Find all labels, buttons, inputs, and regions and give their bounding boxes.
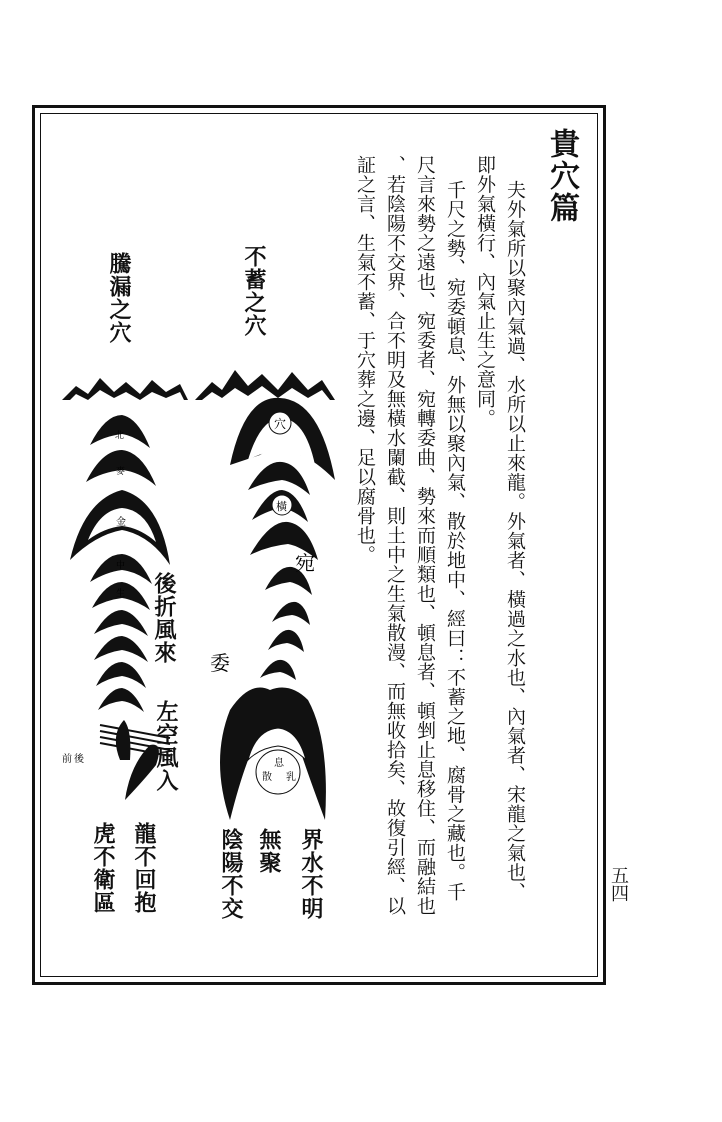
- diagram-right-mark-ru: 乳: [286, 772, 296, 783]
- label-back-wind: 後折風來: [151, 572, 177, 664]
- text-column-3: 千尺之勢、宛委頓息、外無以聚內氣、散於地中、經曰：不蓄之地、腐骨之藏也。千: [444, 180, 466, 902]
- diagram-left-mark-jin: 金: [116, 517, 126, 528]
- caption-boundary-water: 界水不明: [298, 828, 324, 920]
- diagram-right-figure: [190, 360, 340, 830]
- diagram-right-mark-san: 散: [262, 772, 272, 783]
- diagram-left-mark-hou: 後: [74, 754, 84, 765]
- text-column-1: 夫外氣所以聚內氣過、水所以止來龍。外氣者、橫過之水也、內氣者、宋龍之氣也、: [504, 180, 526, 902]
- diagram-right-mark-xi: 息: [274, 758, 284, 769]
- diagram-right-mark-xue: 穴: [274, 417, 287, 431]
- diagram-left-mark-bei: 北: [115, 431, 125, 441]
- diagram-left-title: 騰漏之穴: [106, 252, 132, 344]
- caption-dragon: 龍不回抱: [131, 822, 157, 914]
- text-column-5: 、若陰陽不交界、合不明及無橫水闌截、則土中之生氣散漫、而無收拾矣、故復引經、以: [384, 155, 406, 916]
- text-column-6: 証之言、生氣不蓄、于穴葬之邊、足以腐骨也。: [354, 155, 376, 565]
- page-number: 五四: [608, 866, 629, 902]
- diagram-left-mark-mai: 麥: [116, 467, 126, 477]
- caption-tiger: 虎不衛區: [90, 822, 116, 914]
- caption-no-gathering: 無聚: [256, 828, 282, 874]
- diagram-right-mark-wei: 委: [210, 651, 230, 675]
- text-column-4: 尺言來勢之遠也、宛委者、宛轉委曲、勢來而順類也、頓息者、頓剉止息移住、而融結也: [414, 155, 436, 916]
- diagram-left-mark-sheng: 生: [116, 589, 126, 599]
- chapter-title: 貴穴篇: [544, 128, 579, 224]
- diagram-right-mark-heng: 橫: [276, 500, 287, 513]
- diagram-right-title: 不蓄之穴: [241, 245, 267, 337]
- diagram-left-mark-zhong: 中: [116, 561, 126, 571]
- text-column-2: 即外氣橫行、內氣止生之意同。: [474, 155, 496, 428]
- label-left-wind: 左空風入: [153, 700, 179, 792]
- caption-yin-yang: 陰陽不交: [218, 828, 244, 920]
- diagram-right-mark-wan: 宛: [295, 551, 315, 575]
- diagram-left-mark-qian: 前: [62, 754, 72, 765]
